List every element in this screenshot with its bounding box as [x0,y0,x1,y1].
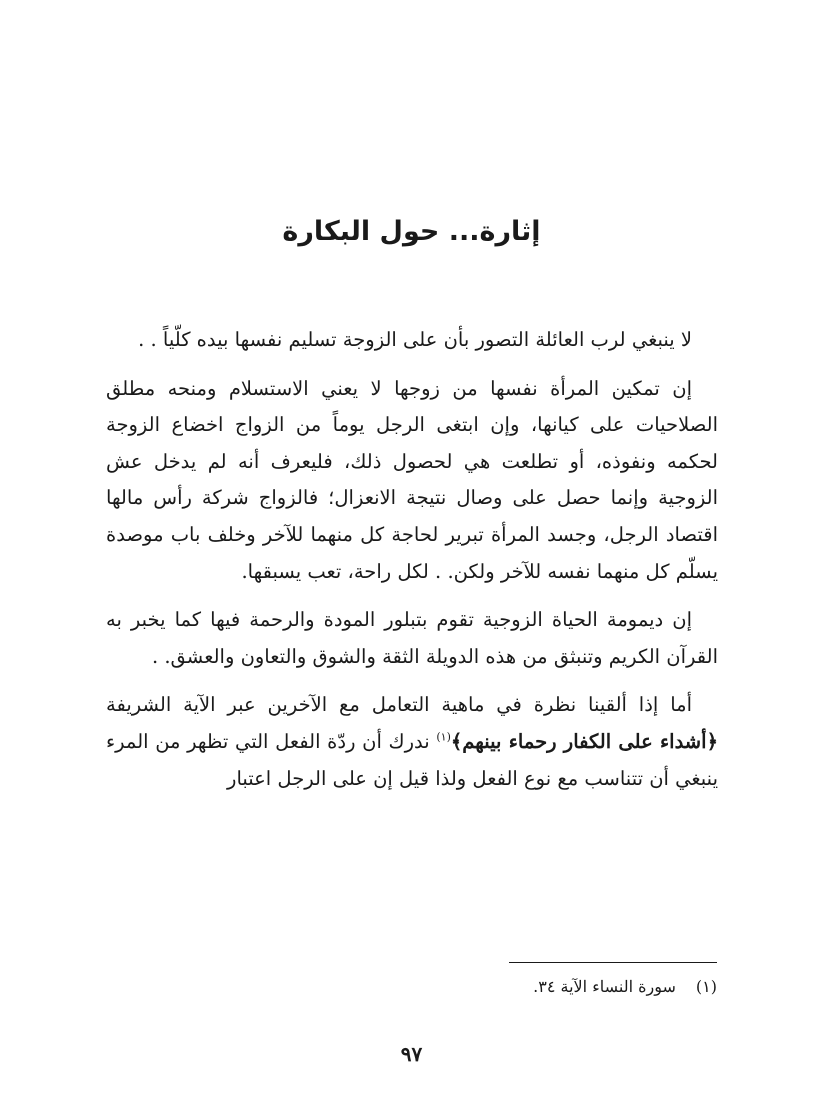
paragraph-with-verse [106,687,718,797]
paragraph: لا ينبغي لرب العائلة التصور بأن على الزوجة تسليم نفسها بيده كلّياً . . [138,328,692,351]
paragraph: إن ديمومة الحياة الزوجية تقوم بتبلور المودة والرحمة فيها كما يخبر به القرآن الكريم وتنبثق من هذه الدويلة الثقة والشوق والتعاون والعشق. . [106,608,718,668]
page-number: ٩٧ [400,1042,423,1066]
footnote-marker: (١) [695,977,717,996]
footnote-divider [509,962,717,963]
footnote [533,975,717,999]
paragraph: إن تمكين المرأة نفسها من زوجها لا يعني الاستسلام ومنحه مطلق الصلاحيات على كيانها، وإن ابتغى الرجل يوماً من الزواج اخضاع الزوجة لحكمه ونفوذه، أو تطلعت هي لحصول ذلك، فليعرف أنه لم يدخل عش الزوجية وإنما حصل على وصال نتيجة الانعزال؛ فالزواج شركة رأس مالها اقتصاد الرجل، وجسد المرأة تبرير لحاجة كل منهما للآخر وخلف باب موصدة يسلّم كل منهما نفسه للآخر ولكن. . لكل راحة، تعب يسبقها. [106,376,718,583]
paragraph-text: ندرك أن ردّة الفعل التي تظهر من المرء ينبغي أن تتناسب مع نوع الفعل ولذا قيل إن على الرجل اعتبار [106,729,718,790]
footnote-text: سورة النساء الآية ٣٤. [533,977,676,996]
body-text [106,322,718,809]
quran-verse: ﴿أشداء على الكفار رحماء بينهم﴾ [450,729,718,753]
chapter-title: إثارة... حول البكارة [282,216,541,247]
paragraph-text: أما إذا ألقينا نظرة في ماهية التعامل مع الآخرين عبر الآية الشريفة [106,693,692,717]
footnote-reference: (١) [436,730,451,744]
